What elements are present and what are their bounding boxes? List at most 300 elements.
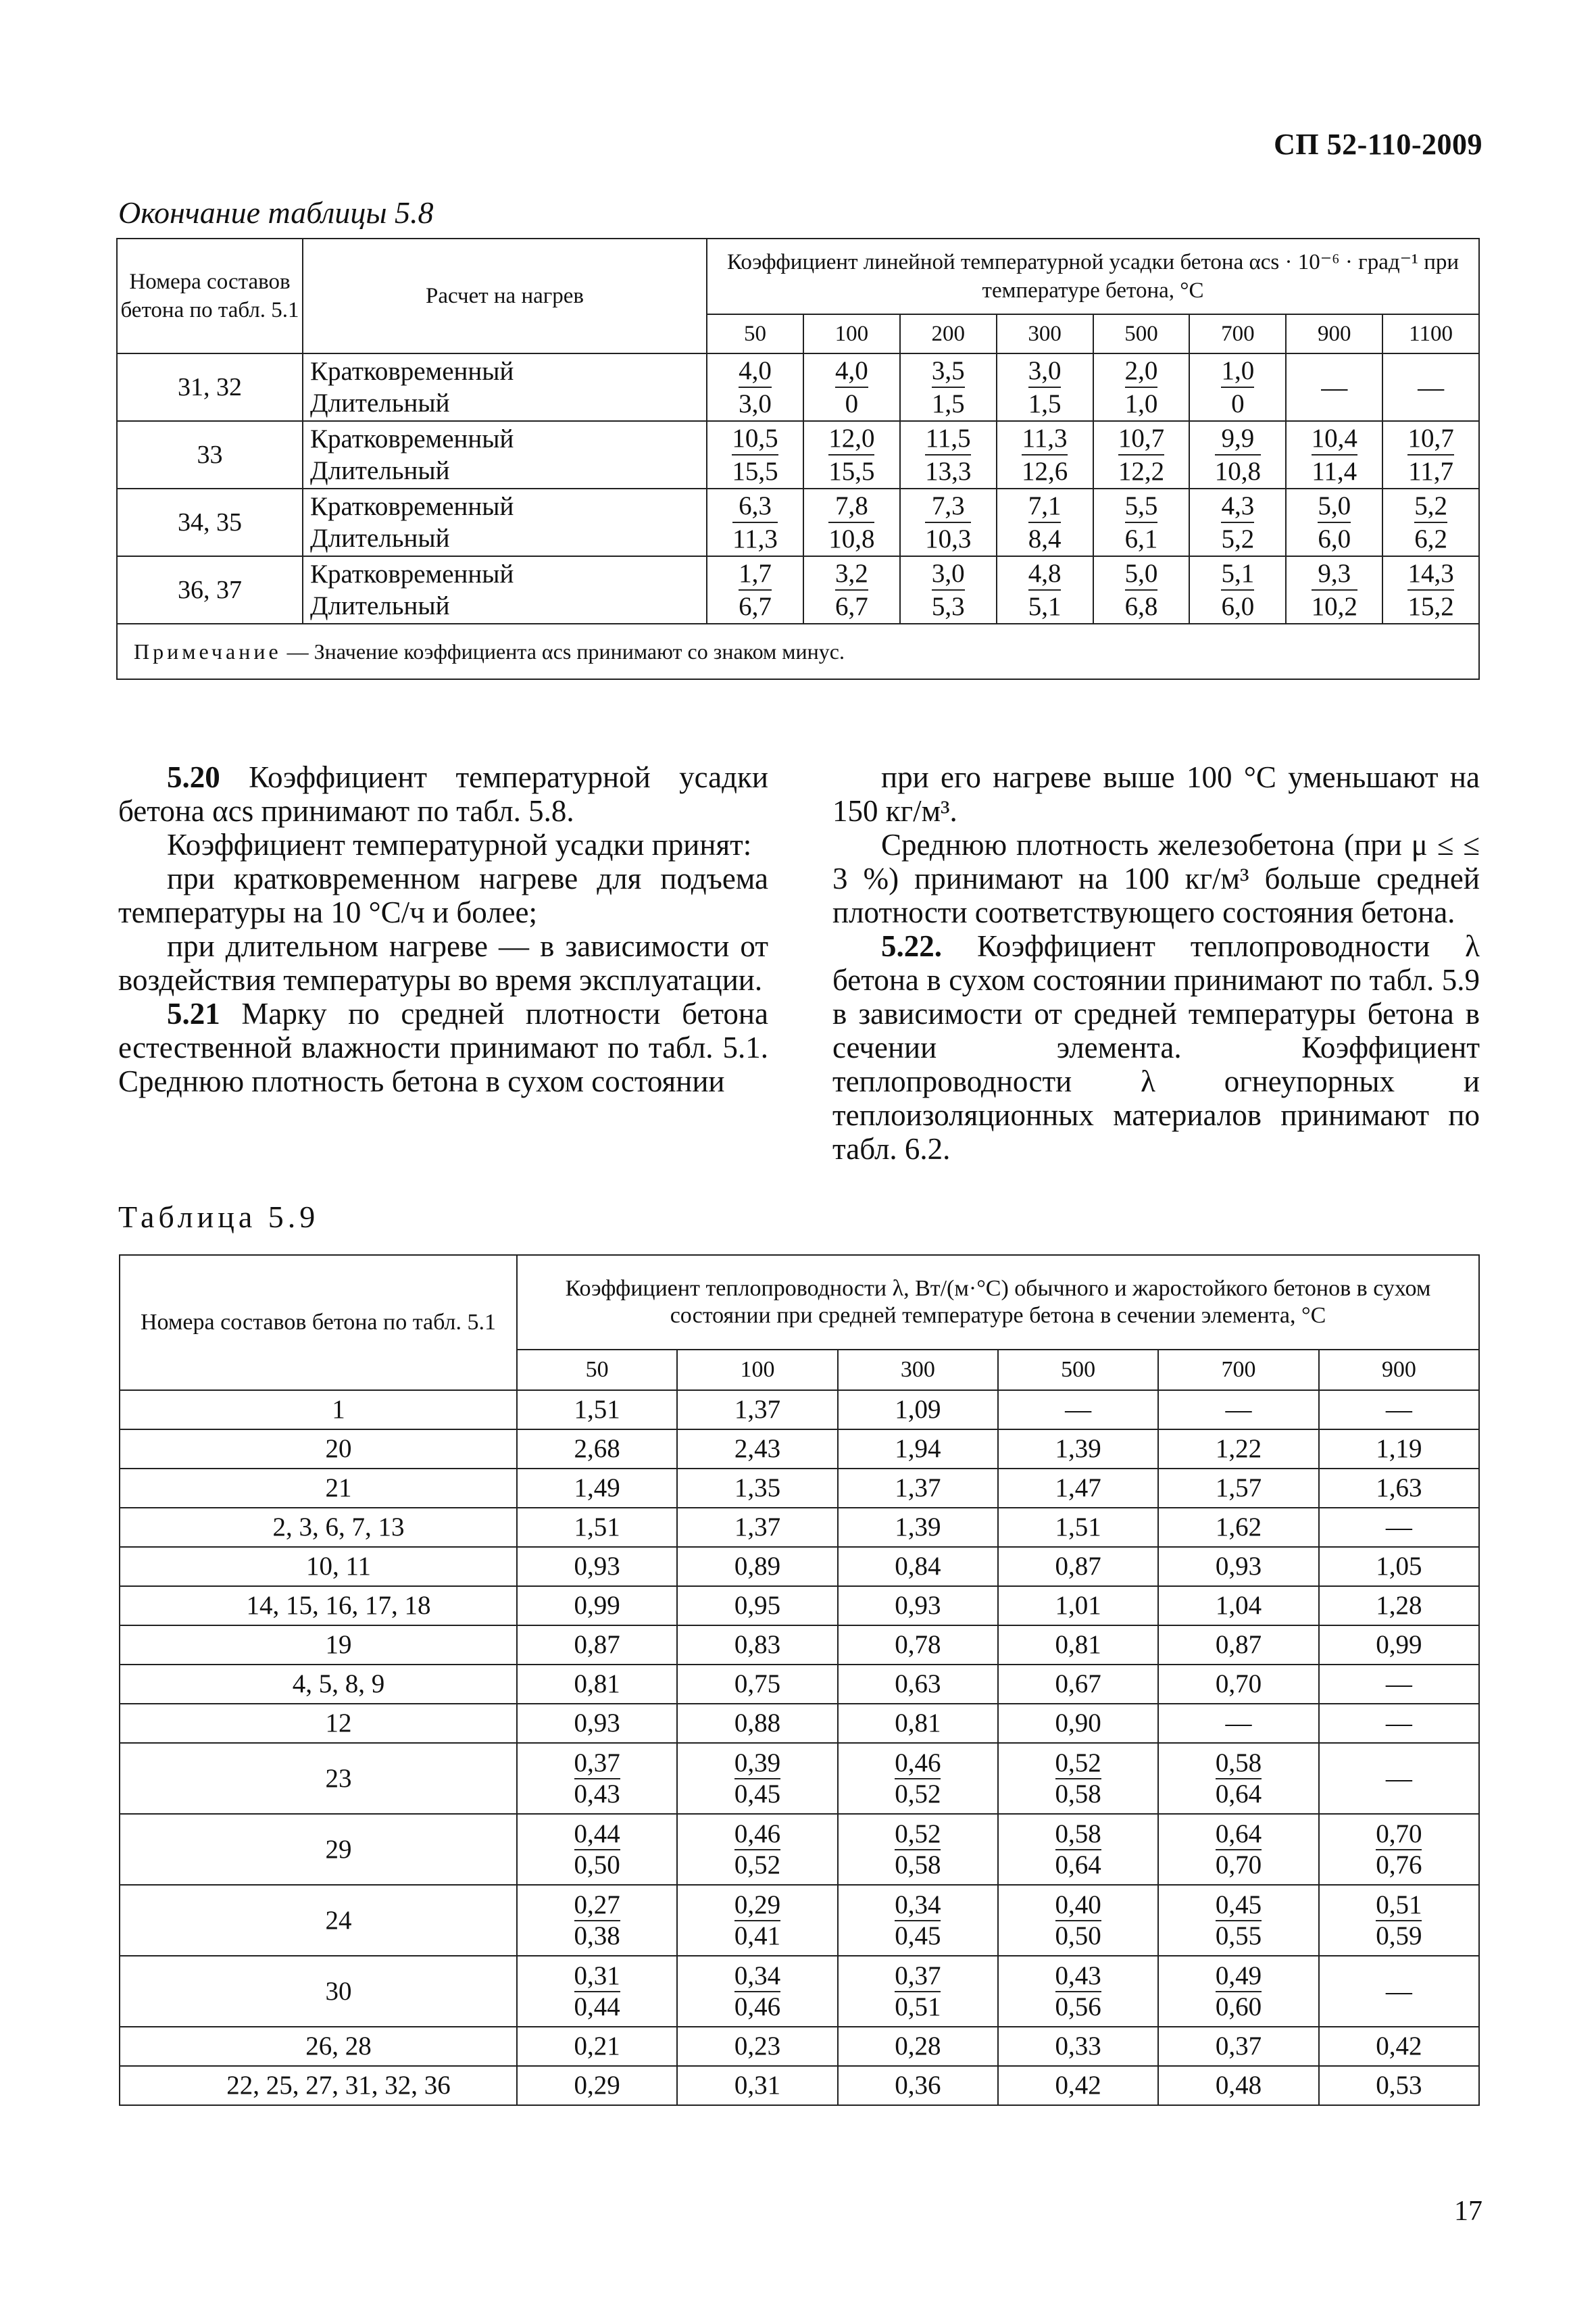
fraction-top: 0,34 xyxy=(734,1961,780,1992)
cell-value: 1,05 xyxy=(1376,1552,1422,1581)
composition-number: 19 xyxy=(120,1625,517,1665)
cell-value: 0,90 xyxy=(1055,1708,1101,1738)
cell-value: 1,51 xyxy=(1055,1512,1101,1542)
fraction-bottom: 0,41 xyxy=(734,1921,781,1950)
cell-value: 1,39 xyxy=(895,1512,941,1542)
paragraph-text: Коэффициент температурной усадки принят: xyxy=(167,828,752,862)
cell-value: — xyxy=(1385,1708,1412,1738)
table-cell xyxy=(1319,1390,1479,1429)
table-cell xyxy=(900,421,997,489)
table-cell xyxy=(838,1743,998,1814)
table-cell xyxy=(1319,1704,1479,1743)
cell-value: 0,29 xyxy=(574,2071,620,2100)
table-cell xyxy=(900,489,997,556)
cell-value: 0,88 xyxy=(734,1708,781,1738)
fraction xyxy=(1216,1890,1262,1951)
table-cell xyxy=(838,1885,998,1956)
table-cell xyxy=(1319,1885,1479,1956)
fraction xyxy=(732,422,778,487)
table-row xyxy=(117,421,1479,489)
fraction-top: 11,5 xyxy=(925,422,971,456)
table-cell xyxy=(517,1814,677,1885)
table-row xyxy=(120,1586,1479,1625)
cell-value: — xyxy=(1418,372,1445,402)
fraction-top: 10,4 xyxy=(1312,422,1357,456)
cell-value: 0,87 xyxy=(1215,1630,1262,1659)
table-cell xyxy=(1319,1814,1479,1885)
fraction-top: 3,0 xyxy=(1028,355,1062,388)
cell-value: 1,01 xyxy=(1055,1591,1101,1620)
table-cell xyxy=(517,2066,677,2105)
mode-long: Длительный xyxy=(310,524,450,553)
fraction-top: 0,43 xyxy=(1055,1961,1101,1992)
fraction xyxy=(1028,558,1062,622)
cell-value: 0,28 xyxy=(895,2032,941,2061)
table-row xyxy=(120,1814,1479,1885)
table-note xyxy=(117,624,1479,679)
fraction-bottom: 0,44 xyxy=(574,1992,620,2021)
cell-value: 0,36 xyxy=(895,2071,941,2100)
fraction xyxy=(1376,1890,1422,1951)
fraction-top: 1,7 xyxy=(739,558,772,591)
table-cell xyxy=(1189,556,1286,624)
fraction-bottom: 10,3 xyxy=(925,524,972,553)
composition-number: 21 xyxy=(120,1469,517,1508)
cell-value: 1,57 xyxy=(1215,1473,1262,1502)
table-cell xyxy=(803,353,900,421)
fraction-top: 3,0 xyxy=(932,558,965,591)
table-cell xyxy=(838,1665,998,1704)
fraction-top: 9,3 xyxy=(1312,558,1357,591)
table-cell xyxy=(838,1704,998,1743)
fraction-top: 12,0 xyxy=(828,422,874,456)
paragraph xyxy=(118,862,768,929)
temperature-header: 700 xyxy=(1158,1350,1318,1390)
table-cell xyxy=(677,1956,837,2027)
table-cell xyxy=(997,556,1093,624)
cell-value: 0,67 xyxy=(1055,1669,1101,1698)
fraction-top: 5,0 xyxy=(1318,490,1351,523)
mode-short: Кратковременный xyxy=(310,492,514,521)
table-cell xyxy=(707,489,803,556)
temperature-header: 900 xyxy=(1286,314,1382,353)
table-row xyxy=(120,1743,1479,1814)
table-row xyxy=(117,353,1479,421)
table-cell xyxy=(517,1586,677,1625)
fraction-bottom: 15,2 xyxy=(1407,592,1454,621)
table-cell xyxy=(517,1885,677,1956)
fraction xyxy=(1118,422,1164,487)
fraction-top: 0,52 xyxy=(895,1819,941,1850)
mode-short: Кратковременный xyxy=(310,424,514,453)
table-cell xyxy=(517,2027,677,2066)
table-cell xyxy=(677,1885,837,1956)
fraction xyxy=(1376,1819,1422,1880)
cell-value: 0,81 xyxy=(1055,1630,1101,1659)
table-row xyxy=(120,1956,1479,2027)
fraction-top: 10,7 xyxy=(1118,422,1164,456)
cell-value: 0,89 xyxy=(734,1552,781,1581)
fraction-top: 0,45 xyxy=(1216,1890,1262,1921)
table-cell xyxy=(838,1625,998,1665)
fraction xyxy=(739,355,772,420)
cell-value: 0,87 xyxy=(574,1630,620,1659)
note-label: Примечание xyxy=(134,639,282,664)
paragraph xyxy=(118,760,768,828)
table-cell xyxy=(1286,421,1382,489)
cell-value: 0,53 xyxy=(1376,2071,1422,2100)
table-cell xyxy=(1382,556,1479,624)
table-cell xyxy=(1382,489,1479,556)
cell-value: 0,75 xyxy=(734,1669,781,1698)
cell-value: 2,68 xyxy=(574,1434,620,1463)
table-cell xyxy=(998,1704,1158,1743)
fraction-bottom: 0,70 xyxy=(1215,1850,1262,1879)
calc-mode xyxy=(303,353,707,421)
table-cell xyxy=(900,353,997,421)
fraction-top: 0,64 xyxy=(1216,1819,1262,1850)
cell-value: 0,23 xyxy=(734,2032,781,2061)
fraction-top: 0,29 xyxy=(734,1890,780,1921)
cell-value: — xyxy=(1385,1976,1412,2006)
table-cell xyxy=(998,1885,1158,1956)
temperature-header: 900 xyxy=(1319,1350,1479,1390)
table-5-8 xyxy=(116,238,1480,680)
cell-value: 0,99 xyxy=(574,1591,620,1620)
table-cell xyxy=(1319,1547,1479,1586)
fraction xyxy=(574,1819,620,1880)
cell-value: 1,49 xyxy=(574,1473,620,1502)
table-cell xyxy=(1158,2027,1318,2066)
table-row xyxy=(120,2027,1479,2066)
fraction-bottom: 0,45 xyxy=(895,1921,941,1950)
fraction xyxy=(1318,490,1351,555)
page-header-code: СП 52-110-2009 xyxy=(1274,128,1482,161)
fraction xyxy=(925,422,971,487)
fraction-top: 0,37 xyxy=(895,1961,941,1992)
cell-value: 1,37 xyxy=(895,1473,941,1502)
table-cell xyxy=(1286,353,1382,421)
fraction-top: 0,58 xyxy=(1055,1819,1101,1850)
table-cell xyxy=(1158,1508,1318,1547)
table-cell xyxy=(900,556,997,624)
composition-number: 2, 3, 6, 7, 13 xyxy=(120,1508,517,1547)
fraction xyxy=(734,1748,780,1809)
fraction-bottom: 15,5 xyxy=(828,457,875,486)
table-cell xyxy=(1382,421,1479,489)
table-cell xyxy=(517,1429,677,1469)
paragraph-text: при длительном нагреве — в зависимости от воздействия температуры во время эксплуатации. xyxy=(118,929,768,997)
table-cell xyxy=(998,1547,1158,1586)
fraction-bottom: 1,5 xyxy=(931,389,965,418)
fraction-top: 5,0 xyxy=(1125,558,1158,591)
calc-mode xyxy=(303,556,707,624)
cell-value: — xyxy=(1385,1763,1412,1793)
fraction xyxy=(1055,1961,1101,2022)
table-cell xyxy=(998,2066,1158,2105)
fraction-top: 10,7 xyxy=(1407,422,1453,456)
table-cell xyxy=(1158,1956,1318,2027)
cell-value: 1,28 xyxy=(1376,1591,1422,1620)
table-cell xyxy=(1319,1743,1479,1814)
fraction xyxy=(1407,558,1453,622)
fraction-bottom: 10,8 xyxy=(828,524,875,553)
table-row xyxy=(120,1508,1479,1547)
table-cell xyxy=(707,556,803,624)
fraction-bottom: 5,1 xyxy=(1028,592,1062,621)
fraction-bottom: 5,2 xyxy=(1221,524,1255,553)
cell-value: 1,51 xyxy=(574,1395,620,1424)
table-row xyxy=(117,556,1479,624)
cell-value: 1,51 xyxy=(574,1512,620,1542)
table-cell xyxy=(838,1390,998,1429)
table-row xyxy=(120,1390,1479,1429)
fraction xyxy=(1125,558,1158,622)
paragraph xyxy=(118,929,768,997)
temperature-header: 50 xyxy=(517,1350,677,1390)
composition-number: 22, 25, 27, 31, 32, 36 xyxy=(120,2066,517,2105)
fraction xyxy=(574,1748,620,1809)
table-cell xyxy=(838,1469,998,1508)
table-cell xyxy=(998,1429,1158,1469)
composition-number: 23 xyxy=(120,1743,517,1814)
fraction-bottom: 0,55 xyxy=(1215,1921,1262,1950)
fraction-bottom: 12,2 xyxy=(1118,457,1165,486)
table-cell xyxy=(998,1956,1158,2027)
table-cell xyxy=(677,2027,837,2066)
fraction-bottom: 1,5 xyxy=(1028,389,1062,418)
table-row xyxy=(120,1469,1479,1508)
fraction-top: 0,58 xyxy=(1216,1748,1262,1779)
table-cell xyxy=(1319,1625,1479,1665)
paragraph-text: Коэффициент температурной усадки бетона αcs принимают по табл. 5.8. xyxy=(118,760,768,828)
cell-value: 1,04 xyxy=(1215,1591,1262,1620)
fraction xyxy=(1312,558,1357,622)
fraction xyxy=(732,490,778,555)
table-cell xyxy=(803,421,900,489)
table-cell xyxy=(677,1743,837,1814)
fraction-top: 0,39 xyxy=(734,1748,780,1779)
table-cell xyxy=(838,1586,998,1625)
table-cell xyxy=(1093,421,1190,489)
table-cell xyxy=(838,1814,998,1885)
composition-number: 24 xyxy=(120,1885,517,1956)
table-cell xyxy=(1158,1547,1318,1586)
fraction xyxy=(574,1961,620,2022)
fraction xyxy=(1028,490,1062,555)
cell-value: 1,09 xyxy=(895,1395,941,1424)
fraction-top: 0,44 xyxy=(574,1819,620,1850)
composition-header: Номера составов бетона по табл. 5.1 xyxy=(117,239,303,353)
fraction-top: 4,3 xyxy=(1221,490,1254,523)
table-cell xyxy=(1093,353,1190,421)
paragraph-text: Среднюю плотность железобетона (при μ ≤ ≤ 3 %) принимают на 100 кг/м³ больше средней плотности соответствующего состояния бетона. xyxy=(832,828,1480,929)
fraction-top: 0,37 xyxy=(574,1748,620,1779)
fraction-top: 0,46 xyxy=(895,1748,941,1779)
table-cell xyxy=(998,1625,1158,1665)
table-cell xyxy=(1286,489,1382,556)
cell-value: 0,93 xyxy=(1215,1552,1262,1581)
composition-header: Номера составов бетона по табл. 5.1 xyxy=(120,1255,517,1390)
temperature-header: 700 xyxy=(1189,314,1286,353)
fraction-bottom: 0,38 xyxy=(574,1921,620,1950)
table-5-9-caption: Таблица 5.9 xyxy=(118,1200,320,1234)
fraction-top: 11,3 xyxy=(1022,422,1068,456)
table-cell xyxy=(677,1704,837,1743)
fraction xyxy=(1028,355,1062,420)
fraction-top: 10,5 xyxy=(732,422,778,456)
fraction-top: 14,3 xyxy=(1407,558,1453,591)
cell-value: 1,35 xyxy=(734,1473,781,1502)
fraction-bottom: 6,0 xyxy=(1318,524,1351,553)
cell-value: 0,93 xyxy=(895,1591,941,1620)
table-5-8-caption: Окончание таблицы 5.8 xyxy=(118,195,434,230)
fraction-top: 0,40 xyxy=(1055,1890,1101,1921)
table-cell xyxy=(1158,1885,1318,1956)
fraction xyxy=(895,1819,941,1880)
paragraph xyxy=(832,828,1480,929)
cell-value: 0,70 xyxy=(1215,1669,1262,1698)
cell-value: 0,93 xyxy=(574,1708,620,1738)
calc-mode xyxy=(303,489,707,556)
fraction-top: 5,1 xyxy=(1221,558,1254,591)
composition-number: 20 xyxy=(120,1429,517,1469)
cell-value: 1,62 xyxy=(1215,1512,1262,1542)
fraction-top: 4,8 xyxy=(1028,558,1062,591)
fraction-bottom: 11,4 xyxy=(1312,457,1357,486)
fraction-bottom: 0 xyxy=(845,389,859,418)
table-cell xyxy=(803,556,900,624)
table-row xyxy=(120,1665,1479,1704)
fraction xyxy=(739,558,772,622)
table-cell xyxy=(1093,556,1190,624)
table-cell xyxy=(998,1814,1158,1885)
fraction xyxy=(835,355,868,420)
fraction xyxy=(1221,355,1254,420)
fraction-bottom: 0,64 xyxy=(1055,1850,1101,1879)
fraction xyxy=(1221,490,1254,555)
composition-number: 26, 28 xyxy=(120,2027,517,2066)
fraction xyxy=(1216,1961,1262,2022)
fraction-bottom: 12,6 xyxy=(1021,457,1068,486)
temperature-header: 500 xyxy=(998,1350,1158,1390)
table-cell xyxy=(517,1743,677,1814)
fraction xyxy=(1055,1890,1101,1951)
cell-value: 0,87 xyxy=(1055,1552,1101,1581)
fraction-bottom: 0,46 xyxy=(734,1992,781,2021)
composition-number: 29 xyxy=(120,1814,517,1885)
fraction-top: 0,27 xyxy=(574,1890,620,1921)
composition-number: 33 xyxy=(117,421,303,489)
fraction xyxy=(1022,422,1068,487)
mode-long: Длительный xyxy=(310,456,450,485)
table-cell xyxy=(998,1665,1158,1704)
fraction xyxy=(1055,1748,1101,1809)
calc-header: Расчет на нагрев xyxy=(303,239,707,353)
fraction-top: 7,3 xyxy=(925,490,971,523)
fraction-bottom: 5,3 xyxy=(931,592,965,621)
table-cell xyxy=(517,1390,677,1429)
table-cell xyxy=(517,1956,677,2027)
paragraph xyxy=(118,828,768,862)
fraction-top: 5,5 xyxy=(1125,490,1158,523)
cell-value: 1,47 xyxy=(1055,1473,1101,1502)
fraction-bottom: 0,51 xyxy=(895,1992,941,2021)
table-cell xyxy=(998,1508,1158,1547)
fraction-bottom: 10,2 xyxy=(1311,592,1357,621)
table-cell xyxy=(998,1390,1158,1429)
fraction xyxy=(1407,422,1453,487)
table-cell xyxy=(1382,353,1479,421)
fraction xyxy=(895,1890,941,1951)
table-cell xyxy=(997,421,1093,489)
fraction-bottom: 10,8 xyxy=(1214,457,1261,486)
cell-value: 0,83 xyxy=(734,1630,781,1659)
fraction-bottom: 0,59 xyxy=(1376,1921,1422,1950)
fraction xyxy=(895,1961,941,2022)
cell-value: 0,63 xyxy=(895,1669,941,1698)
fraction-bottom: 6,8 xyxy=(1124,592,1158,621)
table-row xyxy=(117,489,1479,556)
fraction xyxy=(1125,355,1158,420)
fraction-bottom: 6,7 xyxy=(834,592,868,621)
paragraph-text: Марку по средней плотности бетона естественной влажности принимают по табл. 5.1. Среднюю плотность бетона в сухом состоянии xyxy=(118,997,768,1098)
table-row xyxy=(120,1704,1479,1743)
table-cell xyxy=(517,1704,677,1743)
fraction-bottom: 0,56 xyxy=(1055,1992,1101,2021)
paragraph xyxy=(832,929,1480,1166)
table-cell xyxy=(1158,1704,1318,1743)
fraction xyxy=(1312,422,1357,487)
cell-value: — xyxy=(1385,1512,1412,1542)
table-cell xyxy=(677,1390,837,1429)
fraction-bottom: 6,7 xyxy=(739,592,772,621)
fraction xyxy=(932,558,965,622)
table-cell xyxy=(1319,1956,1479,2027)
table-cell xyxy=(803,489,900,556)
cell-value: — xyxy=(1225,1708,1252,1738)
table-cell xyxy=(1158,1586,1318,1625)
fraction-top: 3,5 xyxy=(932,355,965,388)
fraction-bottom: 0,45 xyxy=(734,1779,781,1808)
fraction-bottom: 0,52 xyxy=(734,1850,781,1879)
cell-value: 0,84 xyxy=(895,1552,941,1581)
cell-value: 0,48 xyxy=(1215,2071,1262,2100)
paragraph-text: Коэффициент теплопроводности λ бетона в сухом состоянии принимают по табл. 5.9 в зависимости от средней температуры бетона в сечении элемента. Коэффициент теплопроводности λ огнеупорных и теплоизоляционных материалов принимают по табл. 6.2. xyxy=(832,929,1480,1166)
fraction-bottom: 6,1 xyxy=(1124,524,1158,553)
temperature-header: 100 xyxy=(803,314,900,353)
fraction xyxy=(1216,1748,1262,1809)
fraction-bottom: 1,0 xyxy=(1124,389,1158,418)
table-cell xyxy=(677,1586,837,1625)
cell-value: 1,19 xyxy=(1376,1434,1422,1463)
table-cell xyxy=(1158,1814,1318,1885)
fraction-top: 7,8 xyxy=(828,490,874,523)
fraction-top: 9,9 xyxy=(1215,422,1261,456)
fraction-top: 0,46 xyxy=(734,1819,780,1850)
table-cell xyxy=(1093,489,1190,556)
table-cell xyxy=(1319,2027,1479,2066)
fraction xyxy=(1055,1819,1101,1880)
temperature-header: 1100 xyxy=(1382,314,1479,353)
table-cell xyxy=(677,1665,837,1704)
fraction-bottom: 0,58 xyxy=(895,1850,941,1879)
table-cell xyxy=(517,1625,677,1665)
table-cell xyxy=(838,1956,998,2027)
cell-value: 1,39 xyxy=(1055,1434,1101,1463)
section-number: 5.21 xyxy=(167,997,220,1031)
table-cell xyxy=(1286,556,1382,624)
